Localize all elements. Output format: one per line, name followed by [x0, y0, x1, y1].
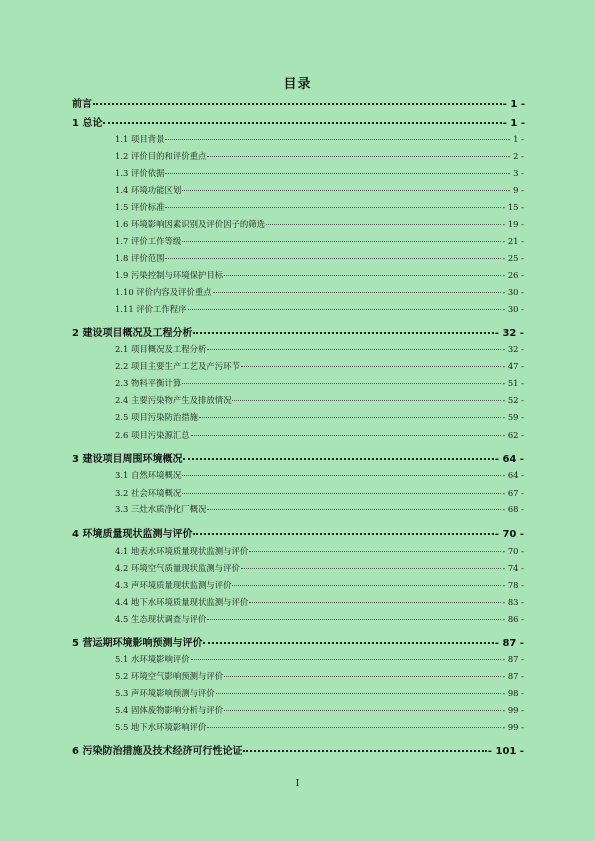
dot-leader — [249, 602, 501, 603]
toc-entry-page-number: - 98 - — [502, 688, 524, 698]
toc-entry-label: 2.1 项目概况及工程分析 — [115, 344, 207, 354]
toc-section-entry[interactable] — [115, 377, 524, 389]
toc-entry-page-number: - 87 - — [502, 654, 524, 664]
toc-entry-page-number: - 101 - — [487, 746, 524, 757]
dot-leader — [103, 122, 501, 124]
toc-entry-label: 6 污染防治措施及技术经济可行性论证 — [72, 746, 243, 757]
toc-entry-page-number: - 1 - — [502, 118, 525, 129]
toc-entry-label: 4.3 声环境质量现状监测与评价 — [115, 580, 232, 590]
dot-leader — [182, 241, 501, 242]
toc-entry-page-number: - 19 - — [502, 219, 524, 229]
toc-section-entry[interactable] — [115, 343, 524, 355]
toc-entry-label: 5.2 环境空气影响预测与评价 — [115, 671, 224, 681]
toc-entry-label: 2.3 物料平衡计算 — [115, 378, 182, 388]
dot-leader — [191, 435, 502, 436]
toc-entry-label: 3.2 社会环境概况 — [115, 488, 182, 498]
dot-leader — [188, 309, 502, 310]
toc-entry-page-number: - 78 - — [502, 580, 524, 590]
dot-leader — [182, 190, 506, 191]
toc-section-entry[interactable] — [115, 687, 524, 699]
toc-chapter-entry[interactable] — [72, 634, 524, 649]
toc-entry-page-number: - 25 - — [502, 253, 524, 263]
toc-entry-label: 4.2 环境空气质量现状监测与评价 — [115, 563, 240, 573]
toc-entry-page-number: - 15 - — [502, 202, 524, 212]
dot-leader — [232, 400, 501, 401]
toc-entry-label: 1.7 评价工作等级 — [115, 236, 182, 246]
toc-section-entry[interactable] — [115, 721, 524, 733]
toc-entry-label: 1.5 评价标准 — [115, 202, 165, 212]
toc-section-entry[interactable] — [115, 303, 524, 315]
toc-entry-page-number: - 87 - — [502, 671, 524, 681]
toc-entry-page-number: - 64 - — [502, 470, 524, 480]
dot-leader — [165, 207, 501, 208]
dot-leader — [207, 156, 506, 157]
toc-entry-page-number: - 67 - — [502, 488, 524, 498]
toc-entry-page-number: - 32 - — [494, 328, 524, 339]
toc-section-entry[interactable] — [115, 235, 524, 247]
toc-entry-label: 1.2 评价目的和评价重点 — [115, 151, 207, 161]
toc-section-entry[interactable] — [115, 201, 524, 213]
dot-leader — [207, 509, 501, 510]
toc-entry-page-number: - 1 - — [507, 134, 524, 144]
toc-chapter-entry[interactable] — [72, 450, 524, 465]
dot-leader — [224, 275, 501, 276]
dot-leader — [241, 366, 501, 367]
toc-entry-page-number: - 21 - — [502, 236, 524, 246]
toc-entry-label: 1.10 评价内容及评价重点 — [115, 287, 212, 297]
dot-leader — [213, 292, 502, 293]
toc-entry-page-number: - 30 - — [502, 304, 524, 314]
toc-entry-label: 2.6 项目污染源汇总 — [115, 430, 190, 440]
toc-entry-page-number: - 3 - — [507, 168, 524, 178]
dot-leader — [191, 659, 502, 660]
toc-section-entry[interactable] — [115, 411, 524, 423]
toc-section-entry[interactable] — [115, 360, 524, 372]
toc-entry-page-number: - 86 - — [502, 614, 524, 624]
dot-leader — [199, 417, 501, 418]
toc-section-entry[interactable] — [115, 487, 524, 499]
dot-leader — [216, 693, 502, 694]
toc-entry-label: 1 总论 — [72, 118, 103, 129]
toc-entry-label: 1.6 环境影响因素识别及评价因子的筛选 — [115, 219, 265, 229]
toc-entry-page-number: - 51 - — [502, 378, 524, 388]
dot-leader — [266, 224, 501, 225]
dot-leader — [203, 642, 493, 644]
toc-chapter-entry[interactable] — [72, 525, 524, 540]
toc-entry-page-number: - 74 - — [502, 563, 524, 573]
toc-entry-page-number: - 99 - — [502, 705, 524, 715]
toc-entry-page-number: - 64 - — [494, 454, 524, 465]
toc-entry-label: 2.4 主要污染物产生及排放情况 — [115, 395, 232, 405]
toc-entry-label: 1.1 项目背景 — [115, 134, 165, 144]
toc-section-entry[interactable] — [115, 562, 524, 574]
toc-entry-label: 5.3 声环境影响预测与评价 — [115, 688, 215, 698]
toc-entry-label: 1.4 环境功能区划 — [115, 185, 182, 195]
toc-section-entry[interactable] — [115, 286, 524, 298]
page-title: 目录 — [283, 77, 312, 92]
toc-section-entry[interactable] — [115, 469, 524, 481]
toc-entry-page-number: - 62 - — [502, 430, 524, 440]
toc-entry-label: 2 建设项目概况及工程分析 — [72, 328, 193, 339]
toc-entry-label: 5.1 水环境影响评价 — [115, 654, 190, 664]
dot-leader — [193, 533, 493, 535]
toc-section-entry[interactable] — [115, 150, 524, 162]
toc-section-entry[interactable] — [115, 133, 524, 145]
toc-chapter-entry[interactable] — [72, 324, 524, 339]
toc-section-entry[interactable] — [115, 704, 524, 716]
dot-leader — [93, 103, 502, 105]
dot-leader — [165, 139, 506, 140]
page-number-footer: I — [295, 779, 300, 789]
dot-leader — [224, 710, 501, 711]
dot-leader — [182, 383, 501, 384]
dot-leader — [243, 750, 486, 752]
toc-entry-label: 1.9 污染控制与环境保护目标 — [115, 270, 224, 280]
toc-entry-label: 1.3 评价依据 — [115, 168, 165, 178]
dot-leader — [207, 727, 501, 728]
toc-entry-page-number: - 26 - — [502, 270, 524, 280]
toc-entry-label: 3.1 自然环境概况 — [115, 470, 182, 480]
dot-leader — [183, 458, 493, 460]
toc-entry-page-number: - 99 - — [502, 722, 524, 732]
toc-entry-label: 3.3 三灶水质净化厂概况 — [115, 504, 207, 514]
toc-entry-label: 1.8 评价范围 — [115, 253, 165, 263]
toc-chapter-entry[interactable] — [72, 95, 525, 110]
toc-section-entry[interactable] — [115, 394, 524, 406]
toc-entry-label: 5.4 固体废物影响分析与评价 — [115, 705, 224, 715]
toc-entry-page-number: - 32 - — [502, 344, 524, 354]
toc-chapter-entry[interactable] — [72, 114, 525, 129]
toc-entry-page-number: - 1 - — [502, 99, 525, 110]
toc-entry-page-number: - 59 - — [502, 412, 524, 422]
toc-section-entry[interactable] — [115, 579, 524, 591]
toc-section-entry[interactable] — [115, 167, 524, 179]
toc-entry-label: 4.4 地下水环境质量现状监测与评价 — [115, 597, 249, 607]
dot-leader — [224, 676, 501, 677]
toc-entry-label: 4 环境质量现状监测与评价 — [72, 529, 193, 540]
toc-section-entry[interactable] — [115, 503, 524, 515]
toc-entry-label: 1.11 评价工作程序 — [115, 304, 187, 314]
dot-leader — [249, 551, 501, 552]
dot-leader — [182, 493, 501, 494]
dot-leader — [182, 475, 501, 476]
toc-entry-label: 4.1 地表水环境质量现状监测与评价 — [115, 546, 249, 556]
toc-section-entry[interactable] — [115, 184, 524, 196]
dot-leader — [241, 568, 501, 569]
toc-entry-page-number: - 87 - — [494, 638, 524, 649]
toc-section-entry[interactable] — [115, 218, 524, 230]
toc-section-entry[interactable] — [115, 252, 524, 264]
dot-leader — [193, 332, 493, 334]
toc-section-entry[interactable] — [115, 613, 524, 625]
toc-entry-page-number: - 70 - — [502, 546, 524, 556]
dot-leader — [165, 173, 506, 174]
toc-section-entry[interactable] — [115, 670, 524, 682]
toc-entry-label: 前言 — [72, 99, 92, 110]
toc-entry-page-number: - 30 - — [502, 287, 524, 297]
toc-entry-page-number: - 2 - — [507, 151, 524, 161]
toc-entry-label: 4.5 生态现状调查与评价 — [115, 614, 207, 624]
toc-chapter-entry[interactable] — [72, 742, 524, 757]
toc-entry-label: 2.5 项目污染防治措施 — [115, 412, 198, 422]
toc-entry-page-number: - 47 - — [502, 361, 524, 371]
toc-entry-page-number: - 70 - — [494, 529, 524, 540]
toc-entry-label: 2.2 项目主要生产工艺及产污环节 — [115, 361, 240, 371]
toc-entry-label: 3 建设项目周围环境概况 — [72, 454, 183, 465]
toc-entry-label: 5 营运期环境影响预测与评价 — [72, 638, 203, 649]
dot-leader — [207, 349, 501, 350]
toc-section-entry[interactable] — [115, 269, 524, 281]
toc-entry-page-number: - 9 - — [507, 185, 524, 195]
toc-entry-page-number: - 52 - — [502, 395, 524, 405]
toc-section-entry[interactable] — [115, 429, 524, 441]
toc-entry-page-number: - 83 - — [502, 597, 524, 607]
toc-section-entry[interactable] — [115, 545, 524, 557]
dot-leader — [232, 585, 501, 586]
toc-entry-label: 5.5 地下水环境影响评价 — [115, 722, 207, 732]
dot-leader — [207, 619, 501, 620]
toc-section-entry[interactable] — [115, 653, 524, 665]
toc-entry-page-number: - 68 - — [502, 504, 524, 514]
toc-section-entry[interactable] — [115, 596, 524, 608]
dot-leader — [165, 258, 501, 259]
